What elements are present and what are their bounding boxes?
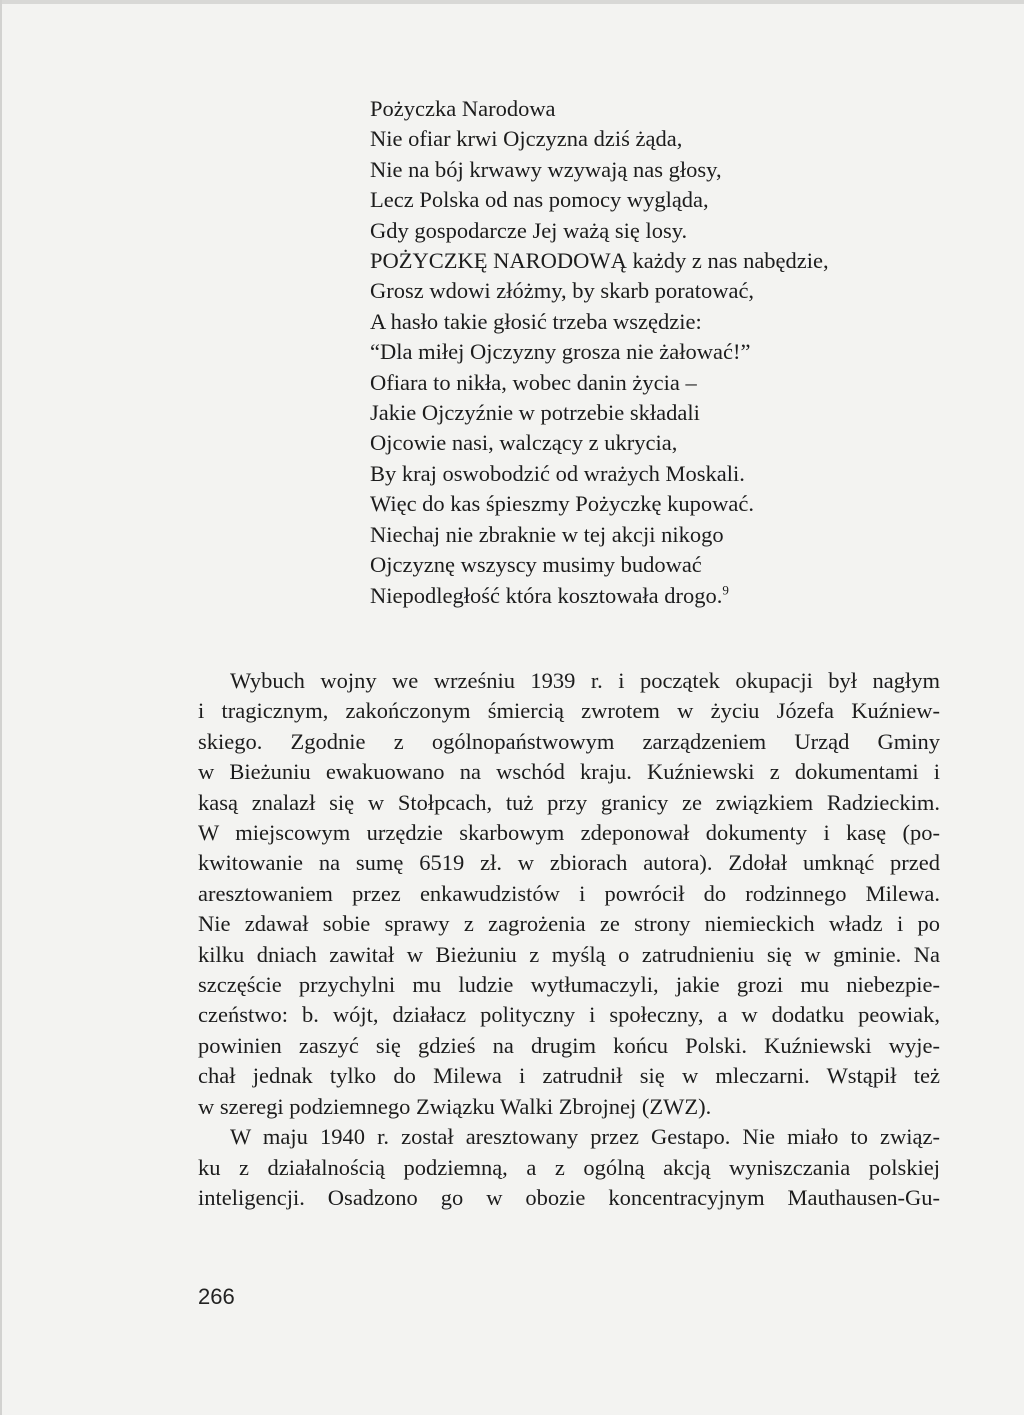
- paragraph-line: czeństwo: b. wójt, działacz polityczny i społeczny, a w dodatku peowiak,: [198, 1002, 940, 1028]
- poem-line: Jakie Ojczyźnie w potrzebie składali: [370, 400, 700, 426]
- paragraph-line: ku z działalnością podziemną, a z ogólną akcją wyniszczania polskiej: [198, 1154, 940, 1180]
- poem: [370, 94, 930, 611]
- poem-last-line-text: Niepodległość która kosztowała drogo.: [370, 582, 723, 608]
- paragraph-line: i tragicznym, zakończonym śmiercią zwrotem w życiu Józefa Kuźniew-: [198, 698, 940, 724]
- poem-line: Nie na bój krwawy wzywają nas głosy,: [370, 156, 722, 182]
- poem-line: Gdy gospodarcze Jej ważą się losy.: [370, 217, 688, 243]
- paragraph-line: szczęście przychylni mu ludzie wytłumaczyli, jakie grozi mu niebezpie-: [198, 972, 940, 998]
- poem-line: Lecz Polska od nas pomocy wygląda,: [370, 187, 709, 213]
- poem-line: Więc do kas śpieszmy Pożyczkę kupować.: [370, 491, 754, 517]
- footnote-reference: 9: [722, 582, 729, 597]
- poem-line: Grosz wdowi złóżmy, by skarb poratować,: [370, 278, 755, 304]
- paragraph-line: Nie zdawał sobie sprawy z zagrożenia ze strony niemieckich władz i po: [198, 911, 940, 937]
- poem-last-line: [370, 581, 930, 611]
- poem-line: “Dla miłej Ojczyzny grosza nie żałować!”: [370, 339, 751, 365]
- paragraph-line: W maju 1940 r. został aresztowany przez Gestapo. Nie miało to związ-: [230, 1124, 940, 1150]
- poem-title: Pożyczka Narodowa: [370, 96, 556, 121]
- paragraph-line: chał jednak tylko do Milewa i zatrudnił się w mleczarni. Wstąpił też: [198, 1063, 940, 1089]
- paragraph-line: W miejscowym urzędzie skarbowym zdeponował dokumenty i kasę (po-: [198, 820, 940, 846]
- poem-line: Ofiara to nikła, wobec danin życia –: [370, 369, 697, 395]
- poem-line: Nie ofiar krwi Ojczyzna dziś żąda,: [370, 126, 683, 152]
- paragraph-line: kilku dniach zawitał w Bieżuniu z myślą o zatrudnieniu się w gminie. Na: [198, 941, 940, 967]
- paragraph-line: w Bieżuniu ewakuowano na wschód kraju. Kuźniewski z dokumentami i: [198, 759, 940, 785]
- poem-line: By kraj oswobodzić od wrażych Moskali.: [370, 460, 745, 486]
- paragraph-line: aresztowaniem przez enkawudzistów i powrócił do rodzinnego Milewa.: [198, 880, 940, 906]
- poem-line: Niechaj nie zbraknie w tej akcji nikogo: [370, 521, 724, 547]
- scan-edge-left: [0, 0, 2, 1415]
- poem-line: Ojcowie nasi, walczący z ukrycia,: [370, 430, 678, 456]
- paragraph-line: Wybuch wojny we wrześniu 1939 r. i początek okupacji był nagłym: [230, 668, 940, 693]
- paragraph-line: kwitowanie na sumę 6519 zł. w zbiorach autora). Zdołał umknąć przed: [198, 850, 940, 876]
- poem-line: Ojczyznę wszyscy musimy budować: [370, 552, 702, 578]
- page-number: 266: [198, 1284, 235, 1309]
- paragraph-line: kasą znalazł się w Stołpcach, tuż przy granicy ze związkiem Radzieckim.: [198, 789, 940, 815]
- paragraph-line: powinien zaszyć się gdzieś na drugim końcu Polski. Kuźniewski wyje-: [198, 1032, 940, 1058]
- paragraph-line: w szeregi podziemnego Związku Walki Zbrojnej (ZWZ).: [198, 1093, 712, 1119]
- poem-line: POŻYCZKĘ NARODOWĄ każdy z nas nabędzie,: [370, 248, 829, 274]
- paragraph-line: inteligencji. Osadzono go w obozie koncentracyjnym Mauthausen-Gu-: [198, 1184, 940, 1210]
- scan-edge-top: [0, 0, 1024, 4]
- poem-line: A hasło takie głosić trzeba wszędzie:: [370, 308, 702, 334]
- paragraph-line: skiego. Zgodnie z ogólnopaństwowym zarządzeniem Urząd Gminy: [198, 728, 940, 754]
- body-text: [198, 666, 940, 1213]
